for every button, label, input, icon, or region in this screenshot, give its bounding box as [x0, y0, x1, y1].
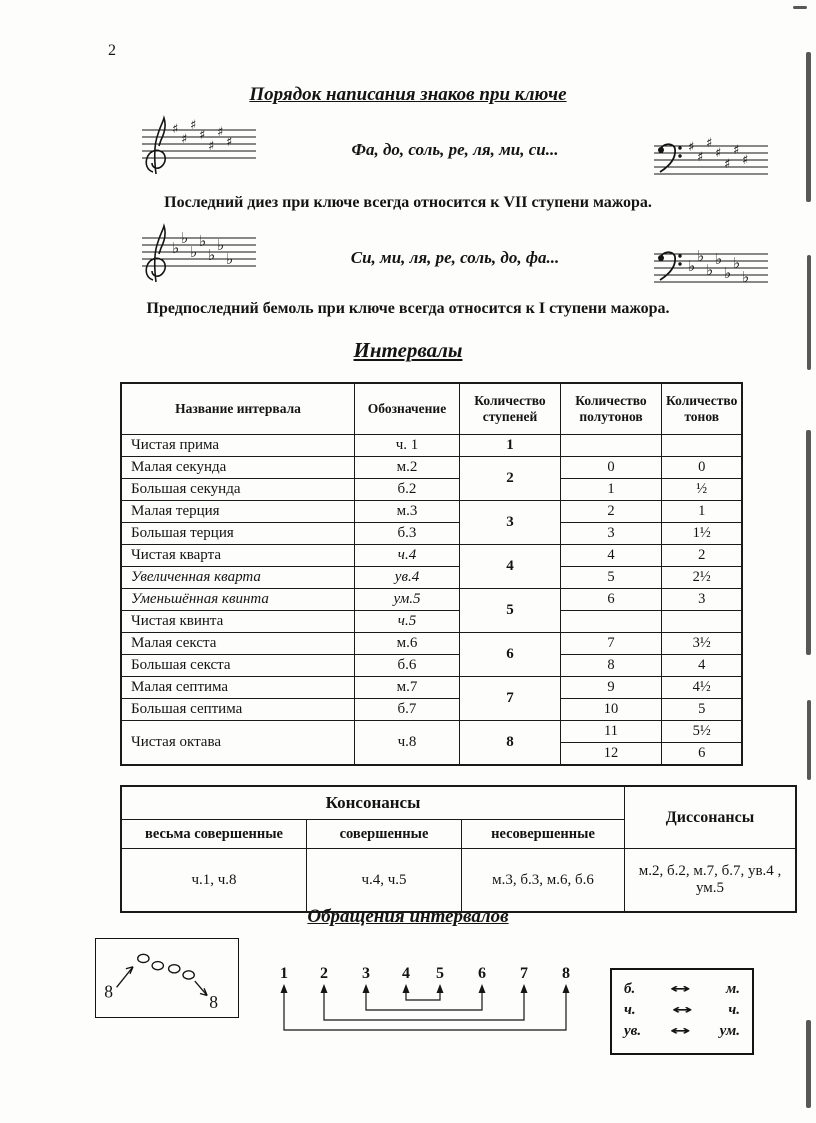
- svg-text:♭: ♭: [733, 254, 741, 272]
- subheader-imperfect: несовершенные: [462, 820, 625, 849]
- legend-from: б.: [624, 981, 636, 997]
- header-row: [121, 383, 742, 435]
- dissonances-values: м.2, б.2, м.7, б.7, ув.4 , ум.5: [625, 849, 797, 913]
- legend-row-aug-dim: [624, 1023, 740, 1040]
- inversion-legend-box: [610, 968, 754, 1055]
- inversion-example-illustration: [96, 939, 236, 1015]
- interval-tones: 0: [662, 457, 743, 479]
- bass-staff-flats: [652, 240, 770, 296]
- interval-abbr: ч.4: [355, 545, 460, 567]
- consonances-header: Консонансы: [121, 786, 625, 820]
- interval-steps: 8: [460, 721, 561, 766]
- interval-tones: 2½: [662, 567, 743, 589]
- table-row: [121, 523, 742, 545]
- svg-text:♯: ♯: [688, 140, 695, 155]
- whole-note-icons: [138, 954, 195, 979]
- interval-semitones: 2: [561, 501, 662, 523]
- bass-clef-icon: [658, 252, 682, 280]
- interval-abbr: б.2: [355, 479, 460, 501]
- interval-abbr: ув.4: [355, 567, 460, 589]
- consonance-table-section: [120, 785, 797, 913]
- interval-name: Малая секста: [121, 633, 355, 655]
- svg-text:♭: ♭: [181, 229, 189, 247]
- intervals-table-section: [120, 382, 743, 766]
- subheader-very-perfect: весьма совершенные: [121, 820, 307, 849]
- svg-text:♭: ♭: [199, 232, 207, 250]
- table-row: [121, 435, 742, 457]
- interval-abbr: б.7: [355, 699, 460, 721]
- table-row: [121, 545, 742, 567]
- interval-tones: 3½: [662, 633, 743, 655]
- svg-text:♭: ♭: [172, 239, 180, 257]
- number-8: 8: [561, 965, 570, 982]
- svg-text:♭: ♭: [208, 246, 216, 264]
- sharps-staff-row: [140, 112, 770, 188]
- scan-artifact: [807, 255, 811, 370]
- interval-semitones: 8: [561, 655, 662, 677]
- number-6: 6: [477, 965, 486, 982]
- values-row: [121, 849, 796, 913]
- interval-tones: [662, 611, 743, 633]
- svg-text:♯: ♯: [715, 146, 722, 161]
- flats-rule-text: Предпоследний бемоль при ключе всегда относится к I ступени мажора.: [146, 300, 670, 317]
- interval-abbr: б.3: [355, 523, 460, 545]
- subheader-perfect: совершенные: [307, 820, 462, 849]
- svg-text:♭: ♭: [190, 243, 198, 261]
- double-arrow-icon: ↔: [671, 1003, 693, 1018]
- interval-tones: 5½: [662, 721, 743, 743]
- very-perfect-values: ч.1, ч.8: [121, 849, 307, 913]
- interval-abbr: б.6: [355, 655, 460, 677]
- flats-staff-row: [140, 220, 770, 296]
- header-row: [121, 786, 796, 820]
- svg-text:♯: ♯: [208, 139, 215, 154]
- interval-name: Уменьшённая квинта: [121, 589, 355, 611]
- intervals-table: [120, 382, 743, 766]
- table-row: [121, 721, 742, 743]
- flat-signs: [688, 247, 749, 286]
- treble-staff-sharps: [140, 112, 258, 178]
- column-header-semitones: Количество полутонов: [561, 383, 662, 435]
- interval-steps: 3: [460, 501, 561, 545]
- interval-abbr: м.7: [355, 677, 460, 699]
- treble-clef-icon: [146, 118, 165, 174]
- section-title-intervals: Интервалы: [353, 338, 463, 362]
- interval-name: Увеличенная кварта: [121, 567, 355, 589]
- column-header-name: Название интервала: [121, 383, 355, 435]
- number-2: 2: [319, 965, 328, 982]
- svg-text:♯: ♯: [199, 128, 206, 143]
- column-header-abbr: Обозначение: [355, 383, 460, 435]
- flats-order-label: Си, ми, ля, ре, соль, до, фа...: [350, 248, 560, 267]
- table-row: [121, 699, 742, 721]
- imperfect-values: м.3, б.3, м.6, б.6: [462, 849, 625, 913]
- interval-tones: 3: [662, 589, 743, 611]
- svg-text:♭: ♭: [724, 264, 732, 282]
- interval-name: Чистая квинта: [121, 611, 355, 633]
- table-row: [121, 457, 742, 479]
- scan-artifact: [806, 52, 811, 202]
- table-row: [121, 589, 742, 611]
- interval-name: Малая секунда: [121, 457, 355, 479]
- double-arrow-icon: ↔: [670, 1024, 691, 1039]
- table-row: [121, 677, 742, 699]
- bass-clef-icon: [658, 144, 682, 172]
- svg-text:♭: ♭: [217, 236, 225, 254]
- inversion-brackets: [284, 992, 566, 1030]
- interval-name: Малая септима: [121, 677, 355, 699]
- svg-text:♯: ♯: [181, 132, 188, 147]
- scan-artifact: [793, 6, 807, 9]
- interval-semitones: 12: [561, 743, 662, 766]
- arrow-down-icon: [195, 981, 207, 995]
- treble-clef-icon: [146, 226, 165, 282]
- column-header-steps: Количество ступеней: [460, 383, 561, 435]
- table-row: [121, 501, 742, 523]
- interval-semitones: 4: [561, 545, 662, 567]
- arrow-up-icon: [117, 967, 133, 988]
- legend-to: ум.: [719, 1023, 740, 1039]
- interval-abbr: ч.5: [355, 611, 460, 633]
- svg-text:♯: ♯: [706, 136, 713, 151]
- interval-abbr: ч. 1: [355, 435, 460, 457]
- legend-from: ув.: [624, 1023, 642, 1039]
- svg-text:♭: ♭: [697, 247, 705, 265]
- octave-label-right: 8: [209, 991, 218, 1012]
- legend-to: м.: [725, 981, 740, 997]
- interval-name: Чистая кварта: [121, 545, 355, 567]
- number-3: 3: [361, 965, 370, 982]
- scan-artifact: [807, 700, 811, 780]
- interval-name: Чистая октава: [121, 721, 355, 766]
- interval-name: Большая секста: [121, 655, 355, 677]
- interval-steps: 4: [460, 545, 561, 589]
- interval-tones: ½: [662, 479, 743, 501]
- double-arrow-icon: ↔: [670, 982, 691, 997]
- interval-steps: 7: [460, 677, 561, 721]
- interval-semitones: 1: [561, 479, 662, 501]
- interval-abbr: ч.8: [355, 721, 460, 766]
- svg-text:♯: ♯: [217, 125, 224, 140]
- interval-semitones: 9: [561, 677, 662, 699]
- treble-staff-flats: [140, 220, 258, 286]
- number-5: 5: [435, 965, 444, 982]
- sharps-rule-text: Последний диез при ключе всегда относится к VII ступени мажора.: [164, 194, 652, 211]
- interval-tones: 6: [662, 743, 743, 766]
- perfect-values: ч.4, ч.5: [307, 849, 462, 913]
- section-title-inversions: Обращения интервалов: [307, 906, 509, 927]
- interval-semitones: 11: [561, 721, 662, 743]
- interval-tones: 5: [662, 699, 743, 721]
- svg-text:♯: ♯: [733, 143, 740, 158]
- interval-semitones: [561, 435, 662, 457]
- interval-name: Большая септима: [121, 699, 355, 721]
- interval-semitones: 0: [561, 457, 662, 479]
- interval-tones: 2: [662, 545, 743, 567]
- legend-row-major-minor: [624, 981, 740, 998]
- svg-text:♯: ♯: [742, 153, 749, 168]
- interval-tones: [662, 435, 743, 457]
- interval-tones: 1½: [662, 523, 743, 545]
- page-number: 2: [108, 42, 116, 59]
- table-row: [121, 655, 742, 677]
- table-row: [121, 479, 742, 501]
- interval-name: Малая терция: [121, 501, 355, 523]
- table-row: [121, 611, 742, 633]
- legend-row-perfect: [624, 1002, 740, 1019]
- interval-name: Чистая прима: [121, 435, 355, 457]
- interval-semitones: 5: [561, 567, 662, 589]
- interval-steps: 6: [460, 633, 561, 677]
- interval-abbr: ум.5: [355, 589, 460, 611]
- interval-name: Большая терция: [121, 523, 355, 545]
- interval-abbr: м.3: [355, 501, 460, 523]
- interval-steps: 5: [460, 589, 561, 633]
- legend-from: ч.: [624, 1002, 636, 1018]
- interval-abbr: м.6: [355, 633, 460, 655]
- flat-signs: [172, 229, 233, 268]
- svg-text:♯: ♯: [697, 150, 704, 165]
- interval-abbr: м.2: [355, 457, 460, 479]
- inversions-section: [95, 938, 754, 1055]
- number-1: 1: [279, 965, 288, 982]
- scan-artifact: [806, 1020, 811, 1108]
- interval-semitones: 3: [561, 523, 662, 545]
- svg-text:♭: ♭: [688, 257, 696, 275]
- interval-name: Большая секунда: [121, 479, 355, 501]
- interval-semitones: 7: [561, 633, 662, 655]
- inversion-numbers-diagram: [270, 962, 580, 1038]
- svg-text:♭: ♭: [706, 261, 714, 279]
- table-row: [121, 567, 742, 589]
- table-row: [121, 633, 742, 655]
- column-header-tones: Количество тонов: [662, 383, 743, 435]
- svg-text:♭: ♭: [742, 268, 750, 286]
- interval-tones: 4½: [662, 677, 743, 699]
- interval-semitones: 10: [561, 699, 662, 721]
- octave-label-left: 8: [104, 981, 113, 1002]
- arrowheads-up: [280, 984, 569, 993]
- svg-text:♭: ♭: [715, 250, 723, 268]
- svg-text:♭: ♭: [226, 250, 234, 268]
- svg-text:♯: ♯: [724, 157, 731, 172]
- section-title-key-signatures: Порядок написания знаков при ключе: [249, 84, 567, 105]
- interval-semitones: [561, 611, 662, 633]
- svg-text:♯: ♯: [226, 135, 233, 150]
- bass-staff-sharps: [652, 132, 770, 188]
- consonance-table: [120, 785, 797, 913]
- number-7: 7: [519, 965, 528, 982]
- sharp-signs: [172, 118, 232, 154]
- interval-tones: 4: [662, 655, 743, 677]
- interval-semitones: 6: [561, 589, 662, 611]
- sharps-order-label: Фа, до, соль, ре, ля, ми, си...: [351, 140, 559, 159]
- dissonances-header: Диссонансы: [625, 786, 797, 849]
- number-4: 4: [401, 965, 410, 982]
- svg-text:♯: ♯: [190, 118, 197, 133]
- interval-tones: 1: [662, 501, 743, 523]
- interval-steps: 1: [460, 435, 561, 457]
- interval-steps: 2: [460, 457, 561, 501]
- inversion-example-box: [95, 938, 239, 1018]
- scan-artifact: [806, 430, 811, 655]
- legend-to: ч.: [728, 1002, 740, 1018]
- svg-text:♯: ♯: [172, 122, 179, 137]
